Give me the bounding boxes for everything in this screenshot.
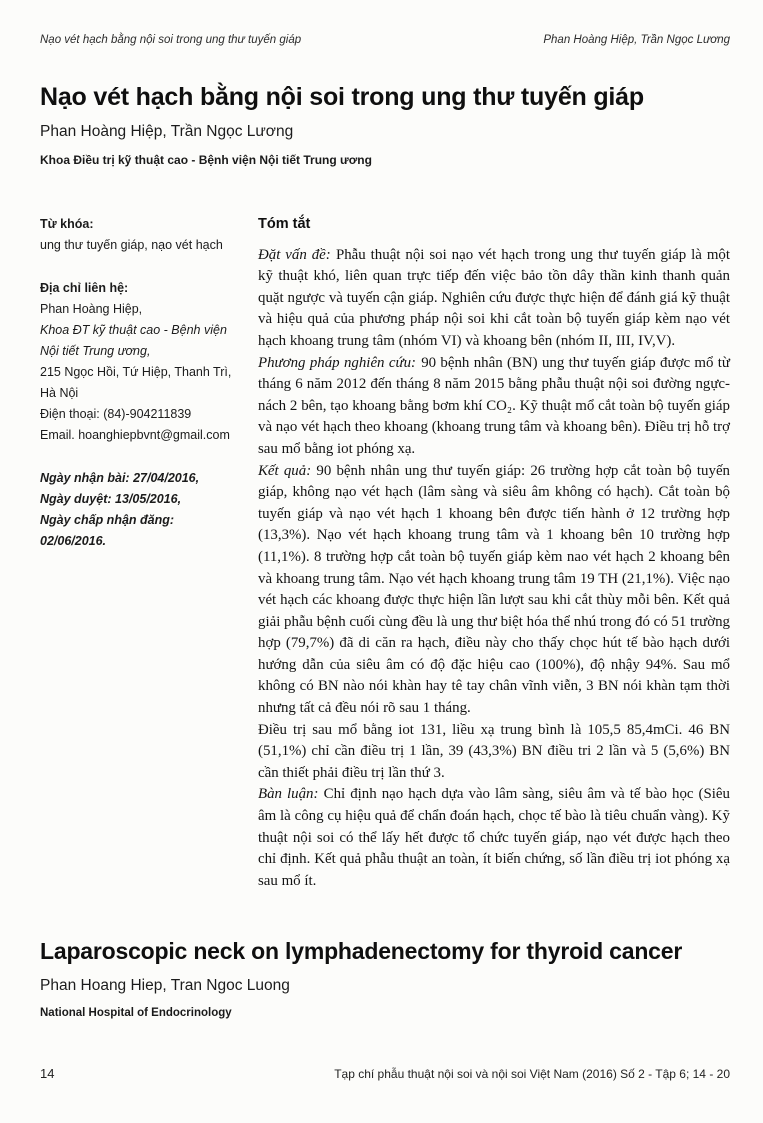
content-columns [40, 214, 730, 892]
article-affiliation: Khoa Điều trị kỹ thuật cao - Bệnh viện Nội tiết Trung ương [40, 153, 372, 167]
contact-block [40, 278, 258, 446]
paragraph-text: Điều trị sau mổ bằng iot 131, liều xạ trung bình là 105,5 85,4mCi. 46 BN (51,1%) chỉ cần điều trị 1 lần, 39 (43,3%) BN điều tri 2 lần và 5 (5,6%) BN cần thiết phải điều trị lần thứ 3. [258, 721, 730, 781]
english-title: Laparoscopic neck on lymphadenectomy for thyroid cancer [40, 938, 683, 964]
abstract-section [258, 214, 730, 892]
abstract-paragraph [258, 784, 730, 892]
abstract-paragraph [258, 245, 730, 353]
english-affiliation: National Hospital of Endocrinology [40, 1007, 232, 1019]
abstract-paragraph [258, 461, 730, 720]
article-title: Nạo vét hạch bằng nội soi trong ung thư tuyến giáp [40, 83, 644, 111]
page-number: 14 [40, 1066, 55, 1081]
abstract-heading: Tóm tắt [258, 216, 311, 232]
article-authors: Phan Hoàng Hiệp, Trần Ngọc Lương [40, 123, 294, 140]
keywords-label: Từ khóa: [40, 217, 94, 231]
contact-address-line1: 215 Ngọc Hồi, Tứ Hiệp, Thanh Trì, [40, 365, 232, 379]
contact-dept-line2: Nội tiết Trung ương, [40, 344, 151, 358]
dates-block [40, 468, 258, 552]
date-accepted-label: Ngày chấp nhận đăng: [40, 513, 175, 527]
sidebar [40, 214, 258, 892]
running-head-title: Nạo vét hạch bằng nội soi trong ung thư tuyến giáp [40, 34, 302, 46]
abstract-paragraph [258, 720, 730, 785]
english-section [40, 938, 730, 1019]
date-accepted-value: 02/06/2016. [40, 534, 107, 548]
keywords-value: ung thư tuyến giáp, nạo vét hạch [40, 238, 223, 252]
paragraph-lead: Phương pháp nghiên cứu: [258, 354, 416, 371]
running-head-authors: Phan Hoàng Hiệp, Trần Ngọc Lương [543, 34, 730, 46]
page-footer [40, 1066, 730, 1081]
paragraph-lead: Đặt vấn đề: [258, 246, 331, 263]
running-head [40, 34, 730, 46]
english-authors: Phan Hoang Hiep, Tran Ngoc Luong [40, 977, 290, 994]
contact-phone: Điện thoại: (84)-904211839 [40, 407, 192, 421]
contact-dept-line1: Khoa ĐT kỹ thuật cao - Bệnh viện [40, 323, 227, 337]
paragraph-text: 90 bệnh nhân ung thư tuyến giáp: 26 trường hợp cắt toàn bộ tuyến giáp, không nạo vét hạch (lâm sàng và siêu âm không có hạch). Cắt toàn bộ tuyến giáp và nạo vét hạch 1 khoang bên được tiến hành ở 12 trường hợp (13,3%). Nạo vét hạch khoang trung tâm và 1 khoang bên 10 trường hợp (11,1%). 8 trường hợp cắt toàn bộ tuyến giáp kèm nao vét hạch 2 khoang bên và khoang trung tâm. Nạo vét hạch khoang trung tâm 19 TH (21,1%). Việc nạo vét hạch các khoang được thực hiện lần lượt sau khi cắt thùy mỗi bên. Kết quả giải phẫu bệnh cuối cùng đều là ung thư biệt hóa thể nhú trong đó có 51 trường hợp (79,7%) đã di căn ra hạch, điều này cho thấy chọc hút tế bào hạch dưới hướng dẫn của siêu âm có độ đặc hiệu cao (100%), độ nhậy 94%. Sau mổ không có BN nào nói khàn hay tê tay chân vĩnh viễn, 3 BN nói khàn tạm thời nhưng tất cả đều nói rõ sau 1 tháng. [258, 462, 730, 717]
contact-email: Email. hoanghiepbvnt@gmail.com [40, 428, 230, 442]
contact-name: Phan Hoàng Hiệp, [40, 302, 143, 316]
contact-address-line2: Hà Nội [40, 386, 79, 400]
date-received: Ngày nhận bài: 27/04/2016, [40, 471, 200, 485]
abstract-paragraph [258, 353, 730, 461]
paragraph-lead: Bàn luận: [258, 786, 319, 803]
keywords-block [40, 214, 258, 256]
paragraph-text: Phẫu thuật nội soi nạo vét hạch trong ung thư tuyến giáp là một kỹ thuật khó, liên quan trực tiếp đến việc bảo tồn dây thần kinh thanh quản quặt ngược và tuyến cận giáp. Nghiên cứu được thực hiện để đánh giá kỹ thuật và hiệu quả của phương pháp nội soi khi cắt toàn bộ tuyến giáp kèm nạo vét hạch khoang trung tâm (nhóm VI) và khoang bên (nhóm II, III, IV,V). [258, 246, 730, 349]
date-reviewed: Ngày duyệt: 13/05/2016, [40, 492, 182, 506]
contact-label: Địa chỉ liên hệ: [40, 281, 129, 295]
paragraph-lead: Kết quả: [258, 462, 312, 479]
paragraph-text: 90 bệnh nhân (BN) ung thư tuyến giáp được mổ từ tháng 6 năm 2012 đến tháng 8 năm 2015 bằng phẫu thuật nội soi đường ngực-nách 2 bên, tạo khoang bằng bơm khí CO₂. Kỹ thuật mổ cắt toàn bộ tuyến giáp và nạo vét hạch theo khoang (khoang trung tâm và khoang bên). Điều trị hỗ trợ sau mổ bằng iot phóng xạ. [258, 354, 730, 457]
journal-citation: Tạp chí phẫu thuật nội soi và nội soi Việt Nam (2016) Số 2 - Tập 6; 14 - 20 [334, 1067, 730, 1081]
paragraph-text: Chỉ định nạo hạch dựa vào lâm sàng, siêu âm và tế bào học (Siêu âm là công cụ hiệu quả để chẩn đoán hạch, chọc tế bào là tiêu chuẩn vàng). Kỹ thuật nội soi có thể lấy hết được tổ chức tuyến giáp, nạo vét được hạch theo chỉ định. Kết quả phẫu thuật an toàn, ít biến chứng, số lần điều trị iot phóng xạ sau mổ ít. [258, 786, 730, 889]
